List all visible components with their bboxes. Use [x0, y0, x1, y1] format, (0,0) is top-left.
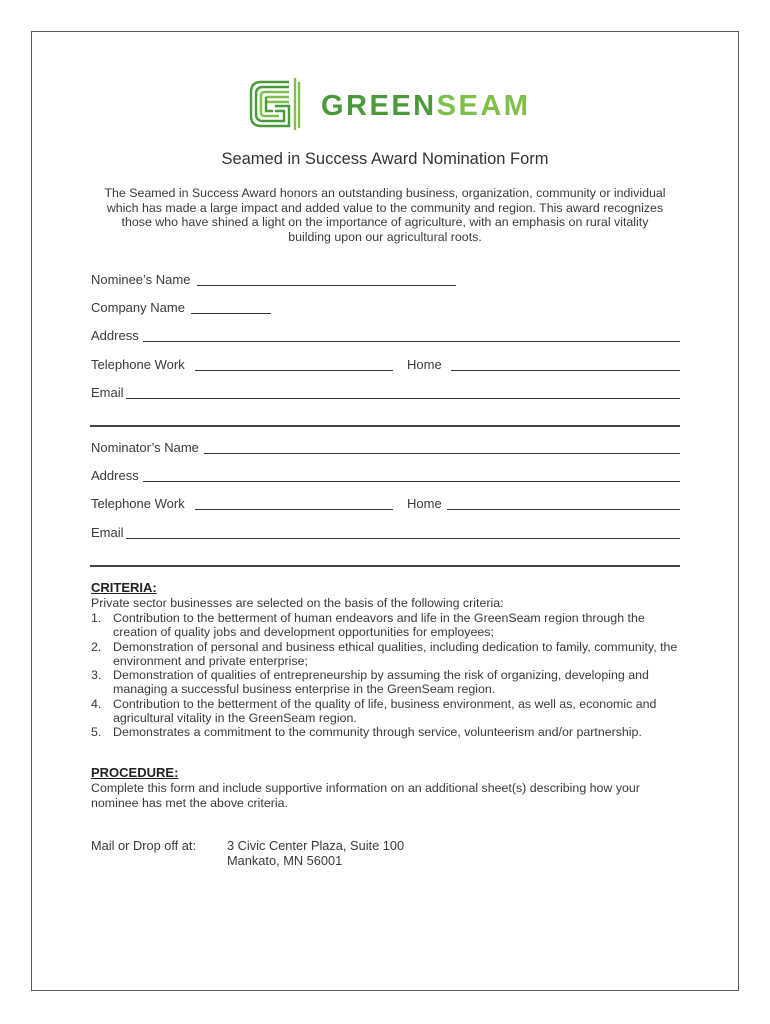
nominee-address-line[interactable] — [143, 341, 680, 342]
nominee-name-label: Nominee’s Name — [91, 272, 191, 287]
mail-address-line2: Mankato, MN 56001 — [227, 853, 343, 868]
nominator-email-line[interactable] — [126, 538, 680, 539]
list-item — [91, 725, 687, 739]
greenseam-wordmark — [321, 90, 530, 123]
intro-paragraph: The Seamed in Success Award honors an outstanding business, organization, community or individual which has made a large impact and added value to the community and region. This award recognizes those who have shined a light on the importance of agriculture, with an emphasis on rural vitality building upon our agricultural roots. — [104, 186, 666, 244]
procedure-text: Complete this form and include supportive information on an additional sheet(s) describing how your nominee has met the above criteria. — [91, 781, 640, 810]
wordmark-seam: SEAM — [436, 90, 531, 122]
nominee-home-field[interactable] — [407, 357, 680, 375]
list-item-text: Demonstration of personal and business ethical qualities, including dedication to family, community, the environment and private enterprise; — [113, 639, 678, 668]
greenseam-logo-icon — [245, 76, 301, 132]
form-title: Seamed in Success Award Nomination Form — [221, 150, 549, 168]
wordmark-green: GREEN — [321, 90, 437, 122]
criteria-list — [91, 611, 687, 740]
nominator-home-label: Home — [407, 496, 442, 511]
nominee-email-label: Email — [91, 385, 124, 400]
list-item — [91, 668, 687, 697]
criteria-intro: Private sector businesses are selected on the basis of the following criteria: — [91, 596, 504, 610]
list-item — [91, 640, 687, 669]
mail-label: Mail or Drop off at: — [91, 838, 197, 853]
nominator-email-label: Email — [91, 525, 124, 540]
nominator-address-label: Address — [91, 468, 139, 483]
list-item-text: Demonstrates a commitment to the community through service, volunteerism and/or partnership. — [113, 725, 642, 740]
list-item-number: 5. — [91, 725, 102, 740]
nominee-tel-work-field[interactable] — [91, 357, 393, 375]
list-item-number: 2. — [91, 639, 102, 654]
nominator-name-line[interactable] — [204, 453, 680, 454]
nominee-home-line[interactable] — [451, 370, 680, 371]
company-name-line[interactable] — [191, 313, 271, 314]
section-divider — [90, 565, 680, 567]
list-item — [91, 611, 687, 640]
nominee-address-field[interactable] — [91, 328, 680, 346]
nominator-email-field[interactable] — [91, 525, 680, 543]
company-name-label: Company Name — [91, 300, 185, 315]
nominator-address-field[interactable] — [91, 468, 680, 486]
list-item-number: 1. — [91, 611, 102, 625]
nominee-name-line[interactable] — [197, 285, 456, 286]
nominator-tel-work-field[interactable] — [91, 496, 393, 514]
section-divider — [90, 425, 680, 427]
nominator-name-field[interactable] — [91, 440, 680, 458]
criteria-heading: CRITERIA: — [91, 580, 157, 595]
nominator-home-field[interactable] — [407, 496, 680, 514]
list-item-text: Contribution to the betterment of the quality of life, business environment, as well as, economic and agricultural vitality in the GreenSeam region. — [113, 696, 657, 726]
company-name-field[interactable] — [91, 300, 273, 318]
list-item-number: 4. — [91, 696, 102, 711]
list-item-text: Contribution to the betterment of human endeavors and life in the GreenSeam region through the creation of quality jobs and development opportunities for employees; — [113, 611, 645, 640]
list-item-number: 3. — [91, 668, 102, 683]
list-item — [91, 697, 687, 726]
nominee-tel-work-label: Telephone Work — [91, 357, 185, 372]
nominator-name-label: Nominator’s Name — [91, 440, 199, 455]
nominee-name-field[interactable] — [91, 272, 456, 290]
procedure-heading: PROCEDURE: — [91, 765, 179, 780]
mail-address-line1: 3 Civic Center Plaza, Suite 100 — [227, 838, 405, 853]
mail-address — [227, 838, 404, 868]
nominator-tel-work-label: Telephone Work — [91, 496, 185, 511]
nominee-home-label: Home — [407, 357, 442, 372]
nominee-email-line[interactable] — [126, 398, 680, 399]
nominator-home-line[interactable] — [447, 509, 680, 510]
nominee-tel-work-line[interactable] — [195, 370, 393, 371]
nominator-address-line[interactable] — [143, 481, 680, 482]
nominee-email-field[interactable] — [91, 385, 680, 403]
list-item-text: Demonstration of qualities of entrepreneurship by assuming the risk of organizing, developing and managing a successful business enterprise in the GreenSeam region. — [113, 668, 649, 697]
nominee-address-label: Address — [91, 328, 139, 343]
nominator-tel-work-line[interactable] — [195, 509, 393, 510]
